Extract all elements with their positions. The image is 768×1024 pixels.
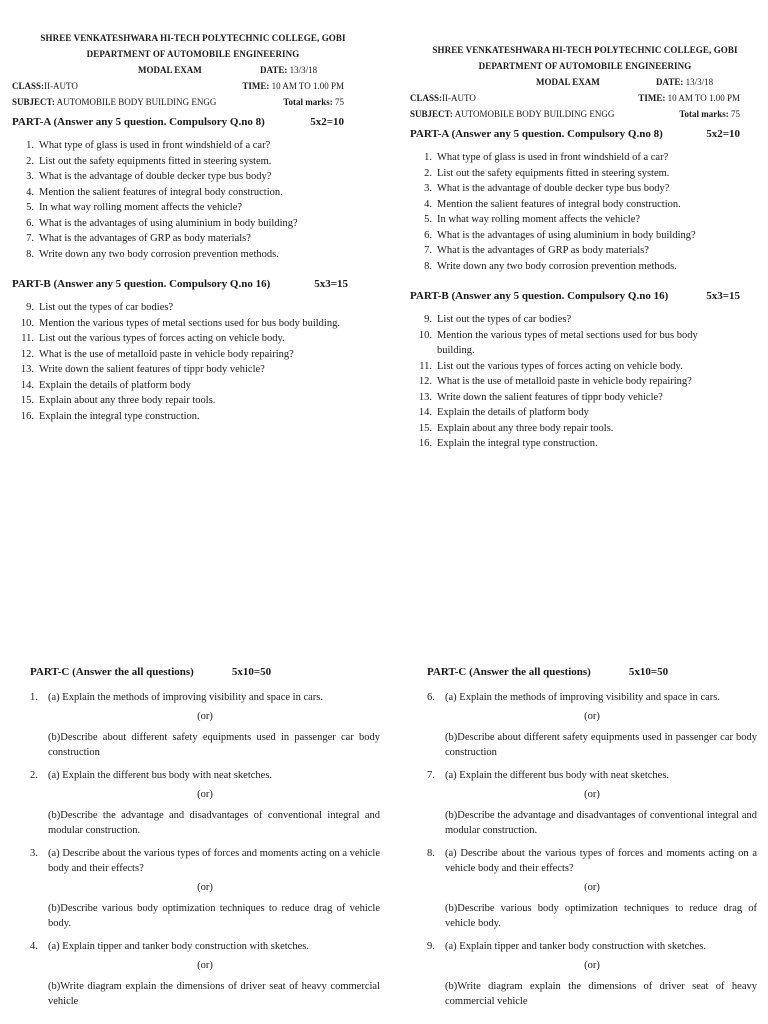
question-text: In what way rolling moment affects the vehicle? <box>39 202 243 213</box>
option-a: (a) Describe about the various types of forces and moments acting on a vehicle body and their effects? <box>48 848 380 874</box>
question-text: List out the safety equipments fitted in steering system. <box>437 167 670 179</box>
question-item <box>410 312 732 328</box>
question-number: 5. <box>424 214 432 225</box>
question-number: 14. <box>418 407 432 418</box>
part-c-question <box>427 939 757 1009</box>
or-separator: (or) <box>584 711 600 722</box>
question-item <box>410 150 760 166</box>
question-item <box>410 436 732 452</box>
question-number: 16. <box>418 438 432 449</box>
question-number: 9. <box>424 314 432 325</box>
question-text: List out the types of car bodies? <box>437 314 572 325</box>
option-a: (a) Explain the different bus body with neat sketches. <box>48 770 273 781</box>
question-item <box>12 231 374 247</box>
question-item <box>12 316 342 332</box>
option-b: (b)Describe the advantage and disadvantages of conventional integral and modular construction. <box>445 810 757 836</box>
part-c-right <box>427 664 757 1017</box>
question-number: 7. <box>26 233 34 244</box>
question-item <box>410 228 760 244</box>
or-separator: (or) <box>584 960 600 971</box>
question-text: Mention the salient features of integral body construction. <box>437 198 681 210</box>
part-c-question <box>30 690 380 760</box>
question-number: 14. <box>20 379 34 391</box>
question-number: 8. <box>427 848 435 859</box>
question-item <box>12 216 374 232</box>
question-text: List out the various types of forces acting on vehicle body. <box>437 360 683 372</box>
part-a-title: PART-A (Answer any 5 question. Compulsory Q.no 8) 5x2=10 <box>410 128 740 140</box>
option-a: (a) Explain tipper and tanker body construction with sketches. <box>48 941 309 952</box>
question-item <box>410 374 732 390</box>
question-item <box>12 331 342 347</box>
question-number: 11. <box>21 333 34 344</box>
question-text: What is the advantages of GRP as body materials? <box>437 245 649 256</box>
option-b: (b)Describe about different safety equipments used in passenger car body construction <box>48 732 380 758</box>
question-number: 8. <box>26 248 34 260</box>
question-number: 15. <box>20 395 34 406</box>
option-b: (b)Describe various body optimization techniques to reduce drag of vehicle body. <box>48 903 380 929</box>
question-item <box>410 359 732 375</box>
total-marks: Total marks: 75 <box>679 109 740 119</box>
total-marks: Total marks: 75 <box>283 97 344 107</box>
question-item <box>12 154 374 170</box>
question-item <box>410 181 760 197</box>
question-number: 2. <box>26 155 34 167</box>
part-c-question <box>427 768 757 838</box>
option-b: (b)Write diagram explain the dimensions of driver seat of heavy commercial vehicle <box>445 981 757 1007</box>
part-c-question <box>30 939 380 1009</box>
question-text: What type of glass is used in front windshield of a car? <box>39 140 271 151</box>
part-c-title: PART-C (Answer the all questions) 5x10=50 <box>427 666 669 678</box>
question-text: Explain the integral type construction. <box>437 438 598 449</box>
question-text: What is the advantages of GRP as body materials? <box>39 233 251 244</box>
part-b-list <box>12 300 342 424</box>
department-name: DEPARTMENT OF AUTOMOBILE ENGINEERING <box>86 49 300 59</box>
paper-left <box>12 30 374 424</box>
question-number: 7. <box>427 770 435 781</box>
question-text: List out the types of car bodies? <box>39 302 174 313</box>
subject-row <box>410 106 760 122</box>
option-b: (b)Describe the advantage and disadvantages of conventional integral and modular construction. <box>48 810 380 836</box>
or-separator: (or) <box>584 882 600 893</box>
option-a: (a) Explain the methods of improving visibility and space in cars. <box>445 692 720 703</box>
class-time-row <box>12 78 374 94</box>
or-separator: (or) <box>197 789 213 800</box>
question-number: 4. <box>424 198 432 210</box>
question-item <box>12 347 342 363</box>
department-name: DEPARTMENT OF AUTOMOBILE ENGINEERING <box>478 61 692 71</box>
question-text: What is the advantages of using aluminium in body building? <box>437 229 696 241</box>
question-number: 6. <box>26 217 34 229</box>
question-text: What type of glass is used in front windshield of a car? <box>437 152 669 163</box>
question-text: Mention the various types of metal sections used for bus body building. <box>39 317 340 329</box>
question-number: 1. <box>424 152 432 163</box>
question-item <box>12 409 342 425</box>
question-number: 3. <box>26 171 34 182</box>
subject-row <box>12 94 374 110</box>
or-separator: (or) <box>197 960 213 971</box>
exam-date: DATE: 13/3/18 <box>260 65 318 75</box>
question-number: 6. <box>427 692 435 703</box>
question-number: 15. <box>418 422 432 434</box>
time-info: TIME: 10 AM TO 1.00 PM <box>638 93 740 103</box>
exam-name: MODAL EXAM <box>536 77 600 87</box>
part-c-left <box>30 664 380 1017</box>
part-a-list <box>12 138 374 262</box>
option-a: (a) Describe about the various types of forces and moments acting on a vehicle body and their effects? <box>445 848 757 874</box>
question-number: 3. <box>424 183 432 194</box>
question-number: 3. <box>30 848 38 859</box>
question-item <box>12 247 374 263</box>
question-number: 1. <box>30 692 38 703</box>
question-text: Explain about any three body repair tools. <box>437 422 614 434</box>
question-number: 9. <box>427 941 435 952</box>
question-number: 9. <box>26 302 34 313</box>
part-a-title: PART-A (Answer any 5 question. Compulsory Q.no 8) 5x2=10 <box>12 116 344 128</box>
exam-row <box>12 62 374 78</box>
class-time-row <box>410 90 760 106</box>
question-item <box>12 300 342 316</box>
option-b: (b)Describe about different safety equipments used in passenger car body construction <box>445 732 757 758</box>
part-b-list <box>410 312 732 452</box>
option-a: (a) Explain the different bus body with neat sketches. <box>445 770 670 781</box>
question-item <box>12 185 374 201</box>
paper-right <box>410 42 760 452</box>
part-c-question <box>427 846 757 931</box>
subject-info: SUBJECT: AUTOMOBILE BODY BUILDING ENGG <box>12 97 217 107</box>
question-number: 7. <box>424 245 432 256</box>
question-item <box>12 138 374 154</box>
option-b: (b)Describe various body optimization techniques to reduce drag of vehicle body. <box>445 903 757 929</box>
question-item <box>12 200 374 216</box>
part-c-question <box>30 768 380 838</box>
part-c-list <box>30 690 380 1009</box>
question-item <box>410 328 732 359</box>
or-separator: (or) <box>197 882 213 893</box>
question-text: List out the safety equipments fitted in steering system. <box>39 155 272 167</box>
college-name: SHREE VENKATESHWARA HI-TECH POLYTECHNIC COLLEGE, GOBI <box>432 45 738 55</box>
part-a-list <box>410 150 760 274</box>
option-a: (a) Explain tipper and tanker body construction with sketches. <box>445 941 706 952</box>
question-item <box>410 166 760 182</box>
question-item <box>410 259 760 275</box>
question-item <box>410 243 760 259</box>
question-text: List out the various types of forces acting on vehicle body. <box>39 333 285 344</box>
class-info: CLASS:II-AUTO <box>410 93 476 103</box>
question-number: 13. <box>20 364 34 375</box>
question-number: 4. <box>30 941 38 952</box>
question-item <box>12 362 342 378</box>
question-text: In what way rolling moment affects the vehicle? <box>437 214 641 225</box>
part-b-title: PART-B (Answer any 5 question. Compulsory Q.no 16) 5x3=15 <box>410 290 740 302</box>
question-text: What is the advantage of double decker type bus body? <box>437 183 670 194</box>
question-item <box>410 421 732 437</box>
question-number: 1. <box>26 140 34 151</box>
part-b-title: PART-B (Answer any 5 question. Compulsory Q.no 16) 5x3=15 <box>12 278 348 290</box>
question-number: 12. <box>418 376 432 387</box>
part-c-question <box>427 690 757 760</box>
exam-name: MODAL EXAM <box>138 65 202 75</box>
question-number: 8. <box>424 260 432 272</box>
or-separator: (or) <box>584 789 600 800</box>
subject-info: SUBJECT: AUTOMOBILE BODY BUILDING ENGG <box>410 109 615 119</box>
option-b: (b)Write diagram explain the dimensions of driver seat of heavy commercial vehicle <box>48 981 380 1007</box>
question-number: 10. <box>418 329 432 341</box>
question-item <box>410 197 760 213</box>
question-item <box>410 212 760 228</box>
question-text: What is the use of metalloid paste in vehicle body repairing? <box>437 376 692 387</box>
part-c-list <box>427 690 757 1009</box>
college-name: SHREE VENKATESHWARA HI-TECH POLYTECHNIC COLLEGE, GOBI <box>40 33 346 43</box>
or-separator: (or) <box>197 711 213 722</box>
question-text: What is the use of metalloid paste in vehicle body repairing? <box>39 348 294 360</box>
time-info: TIME: 10 AM TO 1.00 PM <box>242 81 344 91</box>
question-text: Write down any two body corrosion prevention methods. <box>437 260 677 272</box>
option-a: (a) Explain the methods of improving visibility and space in cars. <box>48 692 323 703</box>
question-number: 6. <box>424 229 432 241</box>
question-text: What is the advantage of double decker type bus body? <box>39 171 272 182</box>
question-number: 16. <box>20 410 34 422</box>
exam-date: DATE: 13/3/18 <box>656 77 714 87</box>
exam-row <box>410 74 760 90</box>
question-number: 13. <box>418 391 432 403</box>
question-text: What is the advantages of using aluminium in body building? <box>39 217 298 229</box>
question-number: 4. <box>26 186 34 198</box>
question-text: Explain the details of platform body <box>39 379 191 391</box>
part-c-title: PART-C (Answer the all questions) 5x10=50 <box>30 666 272 678</box>
question-text: Mention the salient features of integral body construction. <box>39 186 283 198</box>
question-text: Write down the salient features of tippr body vehicle? <box>437 391 663 403</box>
question-text: Explain the integral type construction. <box>39 410 200 422</box>
question-text: Explain the details of platform body <box>437 407 589 418</box>
question-text: Write down any two body corrosion prevention methods. <box>39 248 279 260</box>
question-item <box>12 169 374 185</box>
question-item <box>410 390 732 406</box>
question-number: 11. <box>419 360 432 372</box>
question-item <box>12 393 342 409</box>
question-number: 10. <box>20 317 34 329</box>
question-number: 2. <box>30 770 38 781</box>
question-number: 5. <box>26 202 34 213</box>
question-text: Mention the various types of metal sections used for bus body building. <box>437 329 698 356</box>
question-text: Write down the salient features of tippr body vehicle? <box>39 364 265 375</box>
question-item <box>12 378 342 394</box>
question-item <box>410 405 732 421</box>
part-c-question <box>30 846 380 931</box>
class-info: CLASS:II-AUTO <box>12 81 78 91</box>
question-number: 2. <box>424 167 432 179</box>
question-text: Explain about any three body repair tools. <box>39 395 216 406</box>
question-number: 12. <box>20 348 34 360</box>
